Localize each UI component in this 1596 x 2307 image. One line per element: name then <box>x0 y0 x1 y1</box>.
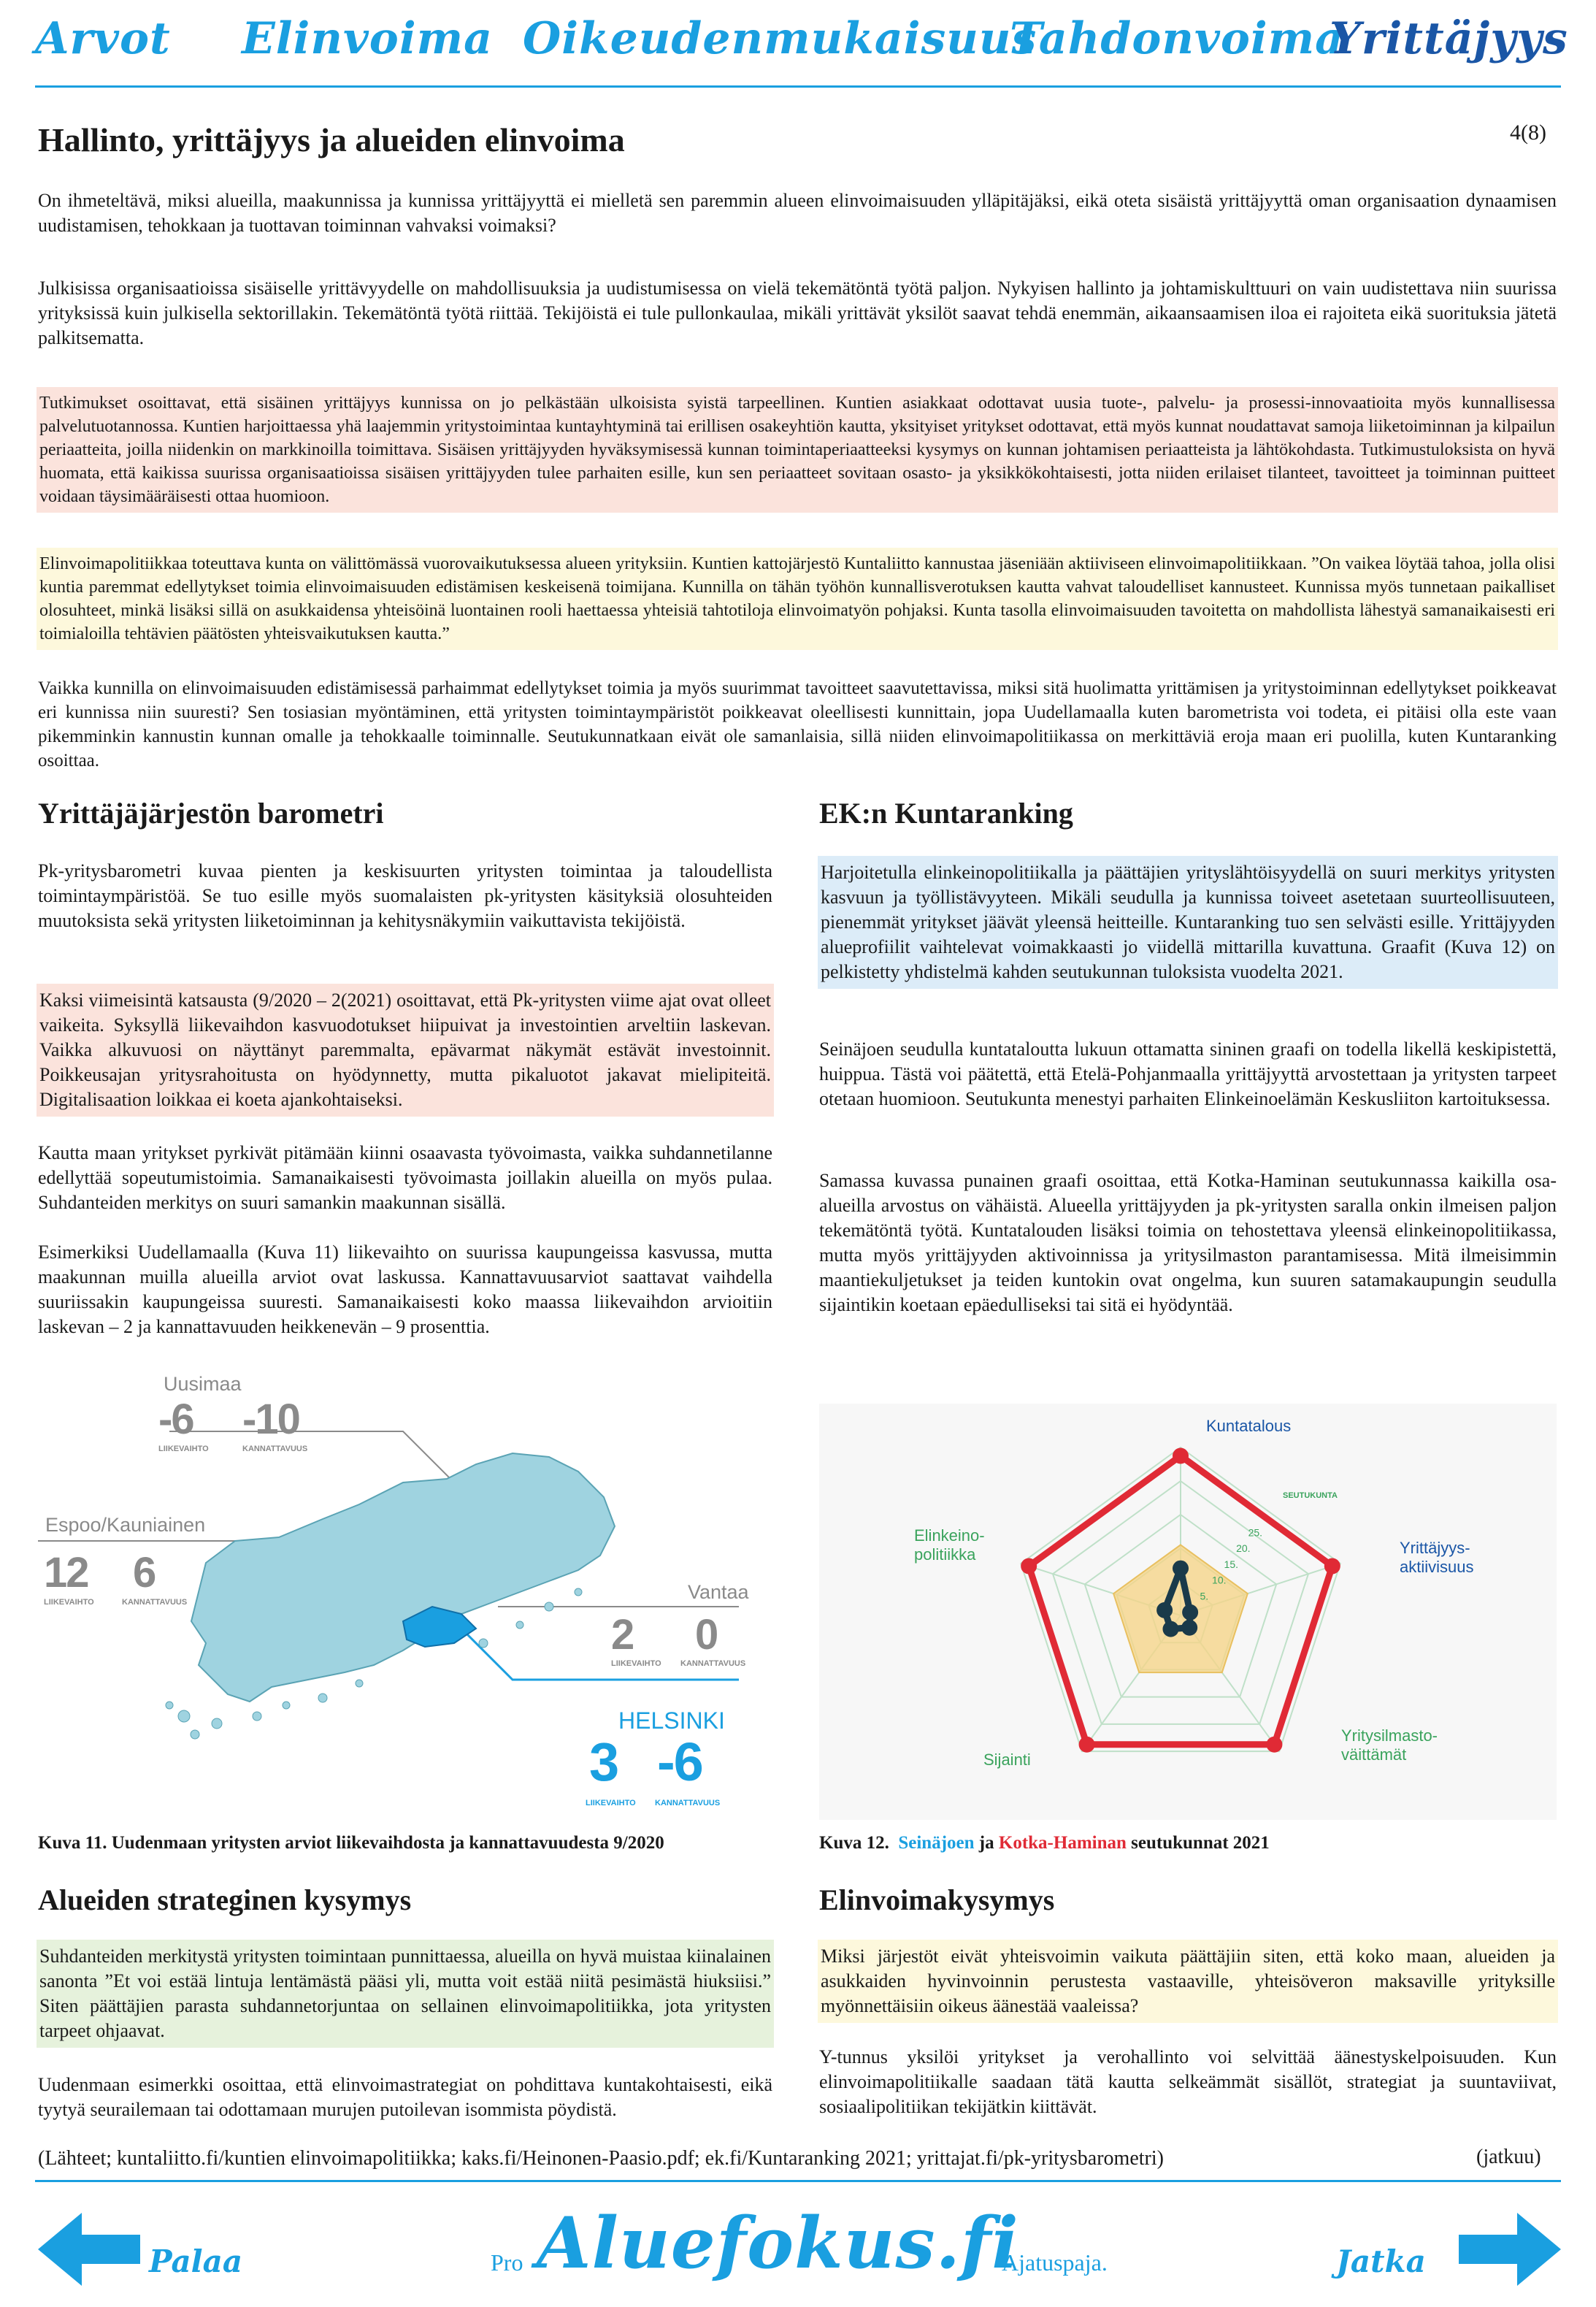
radar-ring-label: 20. <box>1236 1542 1251 1555</box>
brand-logo[interactable]: Aluefokus.fi <box>537 2202 1019 2284</box>
radar-label-sijainti: Sijainti <box>983 1751 1031 1769</box>
sources-line: (Lähteet; kuntaliitto.fi/kuntien elinvoimapolitiikka; kaks.fi/Heinonen-Paasio.pdf; ek.fi/Kuntaranking 2021; yrittajat.fi/pk-yritysbarometri) <box>38 2147 1164 2170</box>
radar-chart <box>819 1404 1557 1820</box>
radar-label-kuntatalous: Kuntatalous <box>1206 1417 1292 1435</box>
intro-paragraph-1: On ihmeteltävä, miksi alueilla, maakunnissa ja kunnissa yrittäjyyttä ei mielletä sen paremmin alueen elinvoimaisuuden ylläpitäjäksi, eikä oteta sisäistä yrittäjyyttä oman organisaation dynaamisen uudistamisen, tehokkaan ja tuottavan toiminnan vahvaksi voimaksi? <box>38 190 1557 236</box>
bottom-right-heading: Elinvoimakysymys <box>819 1883 1055 1916</box>
left-paragraph-4: Esimerkiksi Uudellamaalla (Kuva 11) liikevaihto on suurissa kaupungeissa kasvussa, mutta maakunnan muilla alueilla arviot ovat laskussa. Kannattavuusarviot saattavat vaihdella suuriissakin kaupungeissa suuresti. Samanaikaisesti koko maassa liikevaihdon arvioitiin laskevan – 2 ja kannattavuuden heikkenevän – 9 prosenttia. <box>38 1242 772 1337</box>
vantaa-kannattavuus-label: KANNATTAVUUS <box>680 1659 746 1668</box>
bottom-rule <box>35 2180 1561 2182</box>
uusimaa-region-shape <box>191 1453 615 1702</box>
uusimaa-liikevaihto-value: -6 <box>158 1396 193 1443</box>
radar-label-ilmasto: Yritysilmasto- väittämät <box>1341 1726 1438 1764</box>
radar-point-red <box>1079 1737 1095 1753</box>
helsinki-kannattavuus-label: KANNATTAVUUS <box>655 1799 721 1807</box>
back-label: Palaa <box>149 2243 243 2279</box>
map-caption: Kuva 11. Uudenmaan yritysten arviot liikevaihdosta ja kannattavuudesta 9/2020 <box>38 1833 664 1853</box>
intro-paragraph-2: Julkisissa organisaatioissa sisäiselle yrittävyydelle on mahdollisuuksia ja uudistumisessa on vielä tekemätöntä työtä paljon. Nykyisen hallinto ja johtamiskulttuuri on vain uudistettava niin suurissa yrityksissä kuin julkisella sektorillakin. Tekemätöntä työtä riittää. Tekijöistä ei tule pullonkaulaa, mikäli yrittävät yksilöt saavat tehdä enemmän, aikaansaamisen iloa ei rajoiteta eikä suorituksia jätetä palkitsematta. <box>38 278 1557 348</box>
radar-seutukunta-label: SEUTUKUNTA <box>1283 1491 1338 1500</box>
helsinki-kannattavuus-value: -6 <box>657 1732 702 1792</box>
bottom-left-paragraph-2: Uudenmaan esimerkki osoittaa, että elinvoimastrategiat on pohdittava kuntakohtaisesti, eikä tyytyä seurailemaan tai odottamaan murujen putoilevan isommista pöydistä. <box>38 2074 772 2120</box>
next-label: Jatka <box>1336 2243 1426 2279</box>
radar-ring-label: 5. <box>1200 1590 1209 1602</box>
espoo-kannattavuus-value: 6 <box>133 1549 156 1596</box>
vantaa-liikevaihto-value: 2 <box>611 1611 634 1658</box>
left-heading: Yrittäjäjärjestön barometri <box>38 797 384 830</box>
right-paragraph-3: Samassa kuvassa punainen graafi osoittaa, että Kotka-Haminan seutukunnassa kaikilla osa-alueilla arvostus on vähäistä. Alueella yrittäjyyden ja pk-yritysten saralla onkin ilmeisen paljon tekemätöntä työtä. Kuntatalouden lisäksi toimia on tehostettava yleensä elinkeinopolitiikassa, mutta myös yrittäjyyden aktivoinnissa ja yritysilmaston parantamisessa. Mitä ilmeisimmin maantiekuljetukset ja teiden kuntokin ovat ongelma, kun suuren satamakaupungin seudulla sijaintikin koetaan epäedulliseksi tai sitä ei hyödyntää. <box>819 1170 1557 1315</box>
radar-point-red <box>1266 1737 1282 1753</box>
back-arrow-icon <box>38 2213 140 2286</box>
next-button[interactable] <box>1336 2213 1562 2286</box>
intro-paragraph-4: Elinvoimapolitiikkaa toteuttava kunta on välittömässä vuorovaikutuksessa alueen yrityksiin. Kuntien kattojärjestö Kuntaliitto kannustaa jäseniään aktiiviseen elinvoimapolitiikkaan. ”On vaikea löytää tahoa, jolla olisi kuntia paremmat edellytykset toimia elinvoimaisuuden edistämisen keskeisenä toimijana. Kunnilla on tähän työhön kunnallisverotuksen kautta vahvat taloudelliset kannusteet. Kunnissa myös tunnetaan paikalliset olosuhteet, minkä lisäksi sillä on asukkaidensa yhteisöinä luontainen rooli haettaessa yhteisiä tahtotiloja elinvoimatyön pohjaksi. Kunta tasolla elinvoimaisuuden tavoitetta on mahdollista lähestyä samanaikaisesti eri toimialoilla tehtävien päätösten yhteisvaikutuksen kautta.” <box>37 548 1558 650</box>
radar-ring-label: 25. <box>1248 1526 1263 1539</box>
radar-point-blue <box>1162 1621 1178 1637</box>
radar-point-blue <box>1173 1561 1189 1577</box>
left-paragraph-1: Pk-yritysbarometri kuvaa pienten ja keskisuurten yritysten toimintaa ja taloudellista toimintaympäristöä. Se tuo esille myös suomalaisten pk-yritysten käsityksiä olosuhteiden muutoksista sekä yritysten liiketoiminnan ja kehitysnäkymiin vaikuttavista tekijöistä. <box>38 860 772 931</box>
radar-ring-label: 15. <box>1224 1558 1239 1570</box>
radar-point-blue <box>1181 1620 1197 1636</box>
radar-point-blue <box>1156 1602 1173 1618</box>
vantaa-title: Vantaa <box>688 1581 749 1603</box>
nav-tahdonvoima[interactable]: Tahdonvoima <box>1010 13 1345 64</box>
intro-paragraph-5: Vaikka kunnilla on elinvoimaisuuden edistämisessä parhaimmat edellytykset toimia ja myös suurimmat tavoitteet saavutettavissa, miksi sitä huolimatta yrittämisen ja yritystoiminnan edellytykset poikkeavat eri kunnissa niin suuresti? Sen tosiasian myöntäminen, että yritysten toimintaympäristöt poikkeavat oleellisesti kunnittain, jopa Uudellamaalla kuten barometrista voi todeta, ei pitäisi olla este vaan pikemminkin kannustin kunnan omalle ja tehokkaalle toiminnalle. Seutukunnatkaan eivät ole samanlaisia, sillä niiden elinvoimapolitiikassa on merkittäviä eroja maan eri puolilla, kuten Kuntaranking osoittaa. <box>38 678 1557 770</box>
espoo-kannattavuus-label: KANNATTAVUUS <box>122 1598 188 1607</box>
pro-label: Pro <box>491 2249 523 2276</box>
vantaa-liikevaihto-label: LIIKEVAIHTO <box>611 1659 661 1668</box>
back-button[interactable] <box>38 2213 257 2286</box>
nav-oikeudenmukaisuus[interactable]: Oikeudenmukaisuus <box>523 13 1037 64</box>
helsinki-liikevaihto-label: LIIKEVAIHTO <box>586 1799 636 1807</box>
radar-label-elinkeino: Elinkeino- politiikka <box>914 1526 985 1564</box>
nav-elinvoima[interactable]: Elinvoima <box>242 13 493 64</box>
top-navigation <box>35 13 1568 72</box>
top-rule <box>35 85 1561 88</box>
left-paragraph-2: Kaksi viimeisintä katsausta (9/2020 – 2(2021) osoittavat, että Pk-yritysten viime ajat ovat olleet vaikeita. Syksyllä liikevaihdon kasvuodotukset hiipuivat ja investointien arveltiin laskevan. Vaikka alkuvuosi on näyttänyt paremmalta, epävarmat näkymät estävät investoinnit. Poikkeusajan yritysrahoitusta on hyödynnetty, mutta pikaluotot jakavat mielipiteitä. Digitalisaation loikkaa ei koeta ajankohtaiseksi. <box>37 984 774 1117</box>
bottom-left-paragraph-1: Suhdanteiden merkitystä yritysten toimintaan punnittaessa, alueilla on hyvä muistaa kiinalainen sanonta ”Et voi estää lintuja lentämästä pääsi yli, mutta voit estää niitä pesimästä hiuksiisi.” Siten päättäjien parasta suhdannetorjuntaa on sellainen elinvoimapolitiikka, jota yritysten tarpeet ohjaavat. <box>37 1940 774 2048</box>
left-paragraph-3: Kautta maan yritykset pyrkivät pitämään kiinni osaavasta työvoimasta, vaikka suhdannetilanne edellyttää sopeutumistoimia. Samanaikaisesti työvoimasta joillakin alueilla on myös pulaa. Suhdanteiden merkitys on suuri samankin maakunnan sisällä. <box>38 1142 772 1213</box>
radar-point-red <box>1324 1558 1340 1574</box>
radar-caption: Kuva 12. Seinäjoen ja Kotka-Haminan seutukunnat 2021 <box>819 1833 1270 1853</box>
page-title: Hallinto, yrittäjyys ja alueiden elinvoima <box>38 121 625 158</box>
radar-point-blue <box>1182 1604 1198 1621</box>
helsinki-title: HELSINKI <box>618 1707 725 1734</box>
uusimaa-kannattavuus-label: KANNATTAVUUS <box>242 1445 308 1453</box>
radar-figure <box>819 1404 1557 1820</box>
nav-arvot[interactable]: Arvot <box>35 13 171 64</box>
continue-label: (jatkuu) <box>1476 2146 1541 2168</box>
espoo-title: Espoo/Kauniainen <box>45 1514 206 1536</box>
right-paragraph-1: Harjoitetulla elinkeinopolitiikalla ja päättäjien yrityslähtöisyydellä on suuri merkitys yritysten kasvuun ja työllistävyyteen. Mikäli seudulla ja kunnissa toiveet asetetaan suurteollisuuteen, pienemmät yritykset jäävät yleensä heitteille. Kuntaranking tuo sen selvästi esille. Yrittäjyyden alueprofiilit vaihtelevat voimakkaasti jo viidellä mittarilla kuvattuna. Graafit (Kuva 12) on pelkistetty yhdistelmä kahden seutukunnan tuloksista vuodelta 2021. <box>818 856 1558 989</box>
tagline-label: Ajatuspaja. <box>1002 2249 1108 2276</box>
bottom-right-paragraph-1: Miksi järjestöt eivät yhteisvoimin vaikuta päättäjiin siten, että koko maan, alueiden ja asukkaiden hyvinvoinnin perustesta vastaaville, yhteisöveron maksaville yrityksille myönnettäisiin oikeus äänestää vaaleissa? <box>818 1940 1558 2023</box>
bottom-right-paragraph-2: Y-tunnus yksilöi yritykset ja verohallinto voi selvittää äänestyskelpoisuuden. Kun elinvoimapolitiikalle saadaan tätä kautta selkeämmät sisällöt, strategiat ja suuntaviivat, sosiaalipolitiikan tekijätkin kiittävät. <box>819 2046 1557 2117</box>
bottom-left-heading: Alueiden strateginen kysymys <box>38 1883 412 1916</box>
radar-ring-label: 10. <box>1212 1574 1227 1586</box>
vantaa-kannattavuus-value: 0 <box>695 1611 718 1658</box>
uusimaa-kannattavuus-value: -10 <box>242 1396 299 1443</box>
right-paragraph-2: Seinäjoen seudulla kuntataloutta lukuun ottamatta sininen graafi on todella likellä keskipistettä, huippua. Tästä voi päätettä, että Etelä-Pohjanmaalla yrittäjyyttä arvostettaan ja yritysten tarpeet otetaan huomioon. Seutukunta menestyi parhaiten Elinkeinoelämän Keskusliiton kartoituksessa. <box>819 1038 1557 1109</box>
page-number: 4(8) <box>1510 120 1546 145</box>
forward-arrow-icon <box>1459 2213 1561 2286</box>
radar-point-red <box>1021 1558 1037 1574</box>
uusimaa-title: Uusimaa <box>164 1373 242 1395</box>
espoo-liikevaihto-value: 12 <box>44 1549 88 1596</box>
intro-paragraph-3: Tutkimukset osoittavat, että sisäinen yrittäjyys kunnissa on jo pelkästään ulkoisista syistä tarpeellinen. Kuntien asiakkaat odottavat uusia tuote-, palvelu- ja prosessi-innovaatioita myös kunnallisessa palvelutuotannossa. Kuntien harjoittaessa yhä laajemmin yritystoimintaa kuntayhtyminä tai erillisen osakeyhtiön kautta, yksityiset yritykset odottavat, että myös kunnat noudattavat samoja liiketoiminnan ja kilpailun periaatteita, joilla niidenkin on markkinoilla toimittava. Sisäisen yrittäjyyden hyväksymisessä kunnan toimintaperiaatteeksi kysymys on kunnan johtamisen periaatteista ja lähtökohdasta. Tutkimustuloksista on hyvä huomata, että kaikissa suurissa organisaatioissa sisäisen yrittäjyyden tulee parhaiten esille, kun sen periaatteet sovitaan osasto- ja yksikkökohtaisesti, jotta niiden erilaiset tilanteet, tavoitteet ja toiminnan puitteet voidaan täysimääräisesti ottaa huomioon. <box>37 387 1558 513</box>
radar-point-red <box>1173 1448 1189 1464</box>
radar-label-aktiivisuus: Yrittäjyys- aktiivisuus <box>1400 1539 1474 1576</box>
uusimaa-map-figure <box>38 1373 775 1818</box>
nav-yrittajyys[interactable]: Yrittäjyys <box>1330 13 1568 64</box>
espoo-liikevaihto-label: LIIKEVAIHTO <box>44 1598 94 1607</box>
helsinki-liikevaihto-value: 3 <box>589 1732 618 1792</box>
right-heading: EK:n Kuntaranking <box>819 797 1073 830</box>
uusimaa-liikevaihto-label: LIIKEVAIHTO <box>158 1445 209 1453</box>
